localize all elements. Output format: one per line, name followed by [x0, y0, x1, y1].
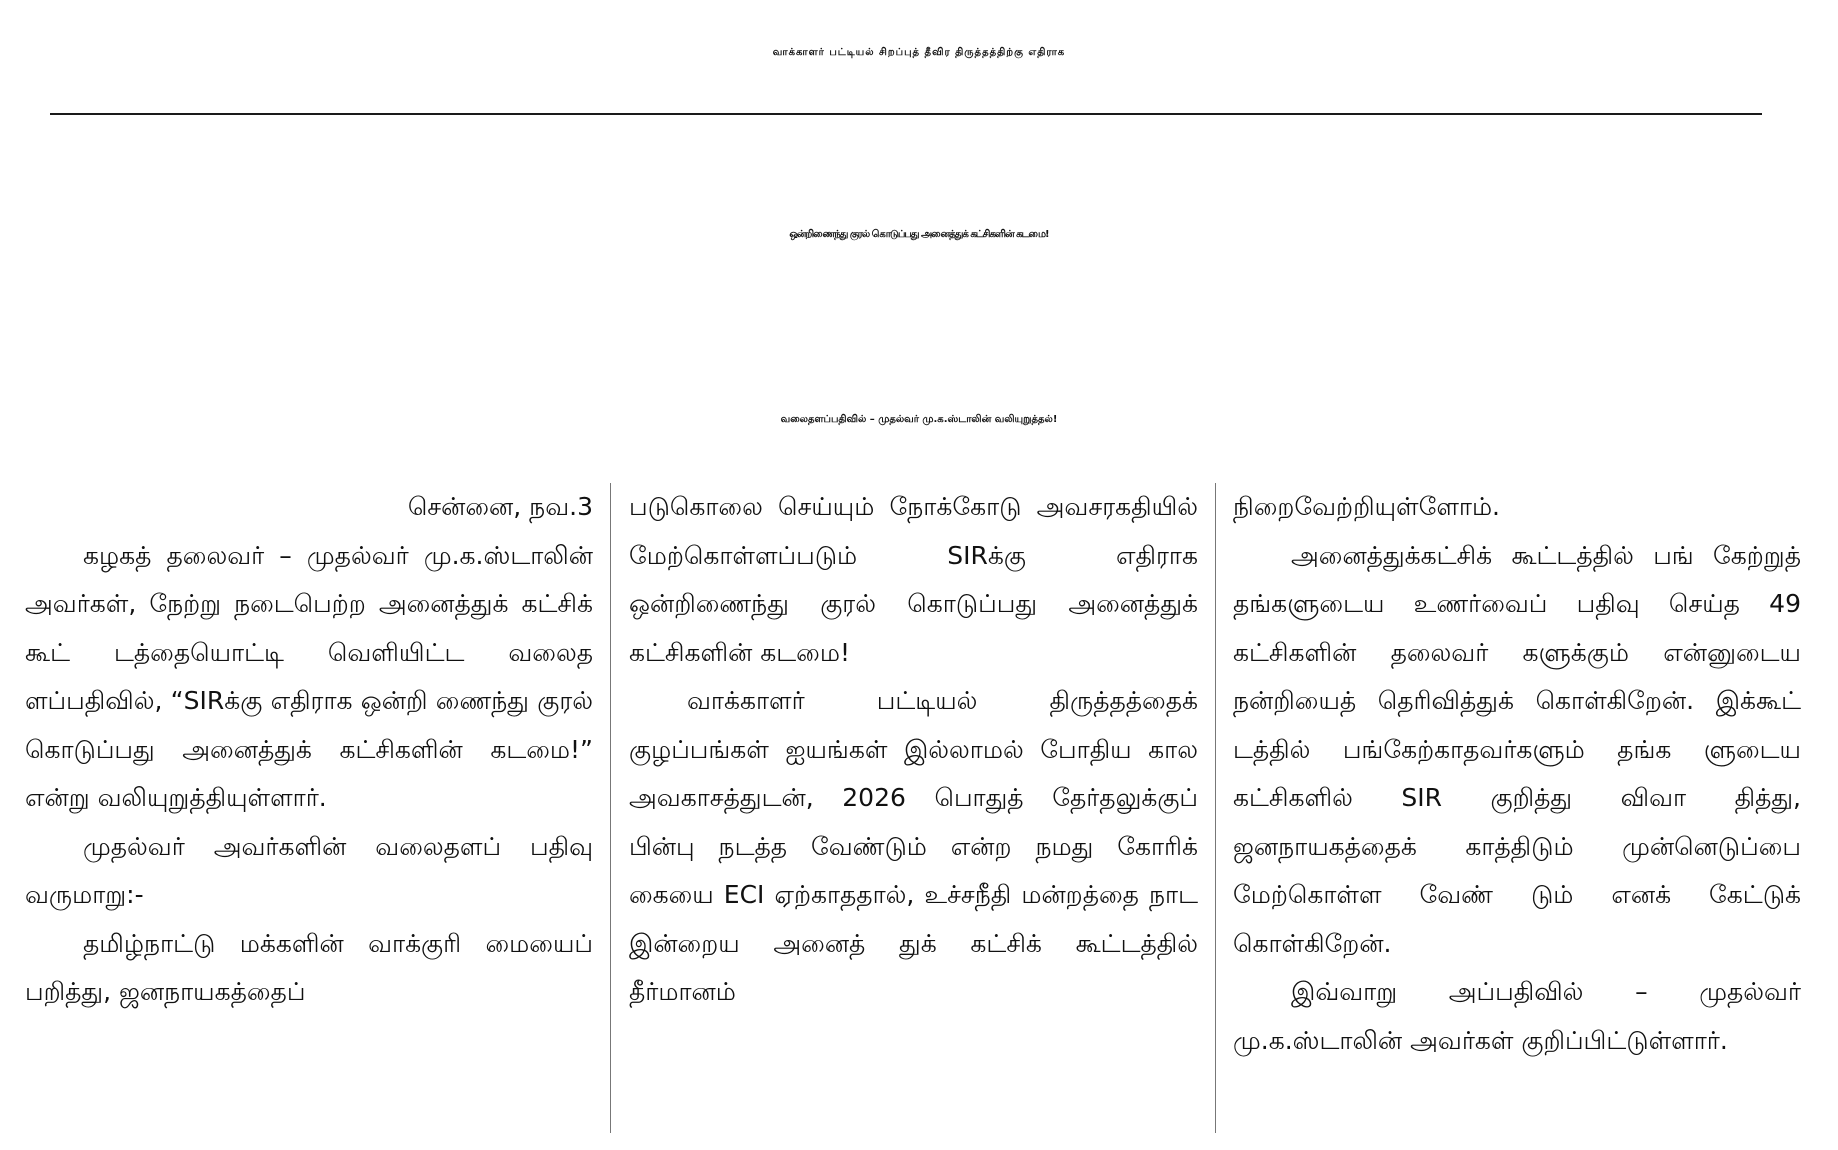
dateline: சென்னை, நவ.3 — [407, 492, 593, 521]
paragraph: அனைத்துக்கட்சிக் கூட்டத்தில் பங் கேற்றுத் தங்களுடைய உணர்வைப் பதிவு செய்த 49 கட்சிகளின் தலைவர் களுக்கும் என்னுடைய நன்றியைத் தெரிவித்துக் கொள்கிறேன். இக்கூட் டத்தில் பங்கேற்காதவர்களும் தங்க ளுடைய கட்சிகளில் SIR குறித்து விவா தித்து, ஜனநாயகத்தைக் காத்திடும் முன்னெடுப்பை மேற்கொள்ள வேண் டும் எனக் கேட்டுக் கொள்கிறேன். — [1233, 540, 1801, 958]
article-column-2 — [629, 483, 1198, 1017]
kicker-divider — [50, 113, 1762, 115]
paragraph: கழகத் தலைவர் – முதல்வர் மு.க.ஸ்டாலின் அவர்கள், நேற்று நடைபெற்ற அனைத்துக் கட்சிக் கூட் டத்தையொட்டி வெளியிட்ட வலைத ளப்பதிவில், “SIRக்கு எதிராக ஒன்றி ணைந்து குரல் கொடுப்பது அனைத்துக் கட்சிகளின் கடமை!” என்று வலியுறுத்தியுள்ளார். — [25, 540, 593, 812]
article-column-3 — [1233, 483, 1801, 1065]
column-divider — [610, 483, 611, 1133]
column-divider — [1215, 483, 1216, 1133]
paragraph: படுகொலை செய்யும் நோக்கோடு அவசரகதியில் மேற்கொள்ளப்படும் SIRக்கு எதிராக ஒன்றிணைந்து குரல் கொடுப்பது அனைத்துக் கட்சிகளின் கடமை! — [629, 492, 1198, 667]
article-kicker: வாக்காளர் பட்டியல் சிறப்புத் தீவிர திருத்தத்திற்கு எதிராக — [772, 47, 1066, 58]
paragraph: இவ்வாறு அப்பதிவில் – முதல்வர் மு.க.ஸ்டாலின் அவர்கள் குறிப்பிட்டுள்ளார். — [1233, 977, 1801, 1055]
article-headline: ஒன்றிணைந்து குரல் கொடுப்பது அனைத்துக் கட்சிகளின் கடமை! — [789, 229, 1049, 240]
paragraph: முதல்வர் அவர்களின் வலைதளப் பதிவு வருமாறு:- — [25, 831, 593, 909]
paragraph: தமிழ்நாட்டு மக்களின் வாக்குரி மையைப் பறித்து, ஜனநாயகத்தைப் — [25, 928, 593, 1006]
paragraph: நிறைவேற்றியுள்ளோம். — [1233, 492, 1501, 521]
paragraph: வாக்காளர் பட்டியல் திருத்தத்தைக் குழப்பங்கள் ஐயங்கள் இல்லாமல் போதிய கால அவகாசத்துடன், 2026 பொதுத் தேர்தலுக்குப் பின்பு நடத்த வேண்டும் என்ற நமது கோரிக் கையை ECI ஏற்காததால், உச்சநீதி மன்றத்தை நாட இன்றைய அனைத் துக் கட்சிக் கூட்டத்தில் தீர்மானம் — [629, 686, 1198, 1006]
article-column-1 — [25, 483, 593, 1017]
article-subhead: வலைதளப்பதிவில் – முதல்வர் மு.க.ஸ்டாலின் வலியுறுத்தல்! — [780, 414, 1058, 425]
